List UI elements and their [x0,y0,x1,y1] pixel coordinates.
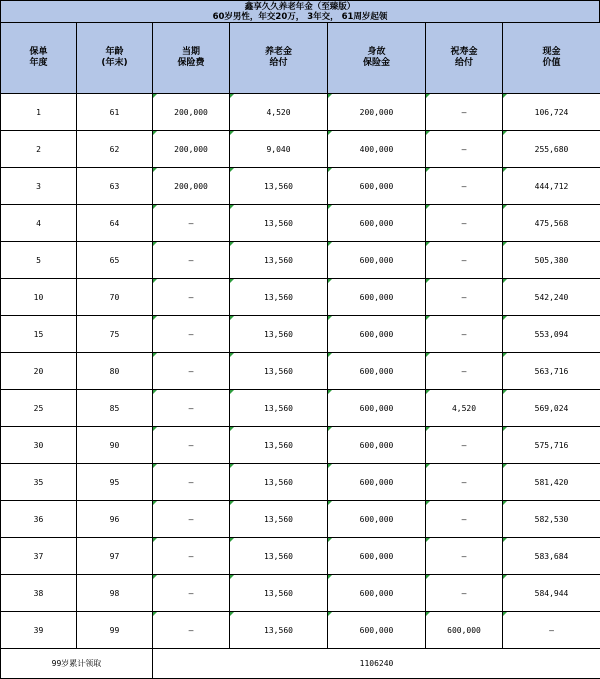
cell-value: — [188,366,194,376]
cell-value: — [188,477,194,487]
cell-pension [230,94,328,131]
cell-pension [230,501,328,538]
cell-death-benefit [328,94,426,131]
cell-pension [230,538,328,575]
cell-value: 13,560 [264,403,293,413]
cell-age [77,316,153,353]
table-row [1,131,600,168]
cell-policy-year [1,205,77,242]
cell-value: 575,716 [534,440,569,450]
cell-cash-value [503,390,600,427]
cell-value: 553,094 [534,329,569,339]
cell-value: 38 [33,588,44,598]
table-row [1,168,600,205]
cell-policy-year [1,131,77,168]
cell-age [77,427,153,464]
cell-value: — [461,366,467,376]
cell-value: — [188,292,194,302]
cell-pension [230,427,328,464]
cell-age [77,242,153,279]
cell-cash-value [503,612,600,649]
cell-cash-value [503,464,600,501]
cell-value: — [461,107,467,117]
cell-premium [153,168,230,205]
cell-value: 4,520 [266,107,291,117]
cell-value: 13,560 [264,255,293,265]
cell-value: 35 [33,477,44,487]
header-premium: 当期 保险费 [153,23,230,94]
table-row [1,501,600,538]
cell-value: 70 [109,292,120,302]
cell-pension [230,575,328,612]
cell-death-benefit [328,316,426,353]
cell-value: 80 [109,366,120,376]
cell-value: — [188,329,194,339]
cell-pension [230,390,328,427]
cell-death-benefit [328,353,426,390]
cell-cash-value [503,353,600,390]
cell-age [77,279,153,316]
cell-value: 13,560 [264,440,293,450]
cell-cash-value [503,501,600,538]
cell-value: 583,684 [534,551,569,561]
cell-death-benefit [328,390,426,427]
cell-death-benefit [328,575,426,612]
cell-age [77,205,153,242]
cell-value: 97 [109,551,120,561]
cell-age [77,131,153,168]
cell-value: 65 [109,255,120,265]
cell-age [77,464,153,501]
cell-pension [230,205,328,242]
cell-value: — [461,514,467,524]
cell-value: — [188,440,194,450]
cell-value: 2 [36,144,41,154]
cell-cash-value [503,94,600,131]
cell-death-benefit [328,242,426,279]
cell-death-benefit [328,168,426,205]
cell-pension [230,242,328,279]
cell-value: 90 [109,440,120,450]
cell-value: 400,000 [359,144,394,154]
cell-value: 200,000 [174,144,208,154]
header-longevity-benefit: 祝寿金 给付 [426,23,503,94]
cell-longevity-benefit [426,575,503,612]
cell-value: 581,420 [534,477,569,487]
cell-value: 600,000 [359,514,394,524]
header-age: 年龄 (年末) [77,23,153,94]
cell-policy-year [1,427,77,464]
cell-policy-year [1,279,77,316]
cell-value: 62 [109,144,120,154]
cell-value: — [461,255,467,265]
cell-premium [153,279,230,316]
cell-cash-value [503,427,600,464]
cell-cash-value [503,242,600,279]
cell-cash-value [503,316,600,353]
cell-value: 39 [33,625,44,635]
cell-value: 444,712 [534,181,569,191]
cell-value: 255,680 [534,144,569,154]
cell-longevity-benefit [426,242,503,279]
cell-value: 106,724 [534,107,569,117]
cell-value: 13,560 [264,625,293,635]
cell-value: — [188,588,194,598]
header-death-benefit: 身故 保险金 [328,23,426,94]
cell-value: 200,000 [174,107,208,117]
cell-value: 13,560 [264,588,293,598]
cell-value: 200,000 [359,107,394,117]
cell-value: 98 [109,588,120,598]
cell-value: 63 [109,181,120,191]
cell-value: — [461,329,467,339]
cell-value: — [188,403,194,413]
cell-death-benefit [328,464,426,501]
cell-value: — [188,514,194,524]
cell-value: 61 [109,107,120,117]
header-cash-value: 现金 价值 [503,23,600,94]
cell-value: 200,000 [174,181,208,191]
cell-value: — [188,625,194,635]
cell-policy-year [1,242,77,279]
cell-age [77,168,153,205]
cell-premium [153,464,230,501]
cell-value: 600,000 [359,329,394,339]
cell-value: 600,000 [359,366,394,376]
cell-policy-year [1,168,77,205]
cell-premium [153,94,230,131]
cell-pension [230,464,328,501]
cell-value: 1 [36,107,41,117]
cell-premium [153,538,230,575]
total-row [1,649,600,679]
cell-value: 569,024 [534,403,569,413]
header-policy-year: 保单 年度 [1,23,77,94]
cell-longevity-benefit [426,501,503,538]
table-row [1,390,600,427]
cell-premium [153,131,230,168]
cell-value: 4,520 [451,403,477,413]
cell-age [77,353,153,390]
cell-value: — [461,181,467,191]
cell-value: 85 [109,403,120,413]
table-row [1,279,600,316]
cell-pension [230,612,328,649]
cell-premium [153,427,230,464]
table-row [1,242,600,279]
cell-premium [153,205,230,242]
cell-value: 96 [109,514,120,524]
cell-value: — [188,255,194,265]
cell-value: — [188,218,194,228]
cell-cash-value [503,575,600,612]
cell-value: 600,000 [359,551,394,561]
cell-pension [230,353,328,390]
cell-value: — [461,551,467,561]
cell-cash-value [503,538,600,575]
cell-longevity-benefit [426,353,503,390]
cell-value: 600,000 [359,625,394,635]
cell-age [77,538,153,575]
cell-age [77,612,153,649]
cell-value: 36 [33,514,44,524]
cell-policy-year [1,575,77,612]
cell-death-benefit [328,538,426,575]
table-row [1,427,600,464]
table-row [1,575,600,612]
cell-value: 99 [109,625,120,635]
cell-policy-year [1,94,77,131]
cell-value: 13,560 [264,514,293,524]
cell-value: 13,560 [264,218,293,228]
cell-premium [153,390,230,427]
cell-value: — [461,477,467,487]
cell-longevity-benefit [426,94,503,131]
table-title-line2: 60岁男性，年交20万， 3年交， 61周岁起领 [212,12,388,22]
cell-value: 13,560 [264,551,293,561]
cell-value: 15 [33,329,44,339]
table-title-line1: 鑫享久久养老年金（至臻版） [244,2,356,12]
cell-value: 9,040 [266,144,291,154]
cell-value: 95 [109,477,120,487]
cell-age [77,575,153,612]
cell-longevity-benefit [426,316,503,353]
cell-longevity-benefit [426,279,503,316]
table-row [1,316,600,353]
cell-longevity-benefit [426,464,503,501]
cell-value: — [461,292,467,302]
cell-longevity-benefit [426,131,503,168]
cell-policy-year [1,501,77,538]
table-row [1,538,600,575]
header-pension: 养老金 给付 [230,23,328,94]
cell-value: 5 [36,255,41,265]
cell-value: — [461,218,467,228]
cell-death-benefit [328,279,426,316]
cell-age [77,94,153,131]
cell-age [77,501,153,538]
cell-value: — [461,440,467,450]
cell-value: 563,716 [534,366,569,376]
cell-value: — [188,551,194,561]
cell-value: 584,944 [534,588,569,598]
cell-pension [230,316,328,353]
cell-pension [230,168,328,205]
cell-value: 3 [36,181,41,191]
cell-value: 13,560 [264,329,293,339]
cell-policy-year [1,316,77,353]
cell-death-benefit [328,427,426,464]
cell-policy-year [1,538,77,575]
table-row [1,205,600,242]
cell-premium [153,575,230,612]
cell-longevity-benefit [426,390,503,427]
cell-death-benefit [328,501,426,538]
cell-death-benefit [328,205,426,242]
cell-death-benefit [328,131,426,168]
cell-value: 10 [33,292,44,302]
cell-policy-year [1,612,77,649]
cell-premium [153,316,230,353]
cell-value: 13,560 [264,477,293,487]
cell-value: 600,000 [359,403,394,413]
cell-value: — [461,588,467,598]
cell-value: 30 [33,440,44,450]
cell-longevity-benefit [426,205,503,242]
cell-value: 600,000 [359,292,394,302]
cell-value: 37 [33,551,44,561]
table-row [1,612,600,649]
cell-value: 600,000 [359,255,394,265]
cell-value: 505,380 [534,255,569,265]
cell-value: 475,568 [534,218,569,228]
cell-death-benefit [328,612,426,649]
cell-policy-year [1,390,77,427]
cell-cash-value [503,131,600,168]
cell-value: 13,560 [264,366,293,376]
table-row [1,353,600,390]
cell-value: 25 [33,403,44,413]
cell-value: 13,560 [264,181,293,191]
cell-longevity-benefit [426,427,503,464]
table-row [1,94,600,131]
cell-value: 13,560 [264,292,293,302]
cell-premium [153,612,230,649]
cell-premium [153,501,230,538]
cell-value: 600,000 [359,477,394,487]
cell-value: 20 [33,366,44,376]
cell-pension [230,131,328,168]
cell-value: — [549,625,554,635]
cell-policy-year [1,353,77,390]
annuity-table [0,22,600,679]
total-value: 1106240 [153,649,600,679]
table-row [1,464,600,501]
cell-value: 600,000 [359,588,394,598]
cell-pension [230,279,328,316]
cell-value: 75 [109,329,120,339]
cell-value: 600,000 [359,218,394,228]
cell-premium [153,242,230,279]
cell-policy-year [1,464,77,501]
header-row [1,23,600,94]
cell-value: — [461,144,467,154]
cell-longevity-benefit [426,612,503,649]
cell-value: 4 [36,218,41,228]
cell-premium [153,353,230,390]
cell-cash-value [503,168,600,205]
cell-value: 542,240 [534,292,569,302]
cell-value: 64 [109,218,120,228]
cell-value: 600,000 [447,625,481,635]
table-body [1,94,600,679]
cell-longevity-benefit [426,538,503,575]
cell-value: 600,000 [359,181,394,191]
cell-value: 600,000 [359,440,394,450]
cell-value: 582,530 [534,514,569,524]
table-title [0,0,600,22]
cell-longevity-benefit [426,168,503,205]
cell-age [77,390,153,427]
cell-cash-value [503,205,600,242]
cell-cash-value [503,279,600,316]
total-label: 99岁累计领取 [1,649,153,679]
